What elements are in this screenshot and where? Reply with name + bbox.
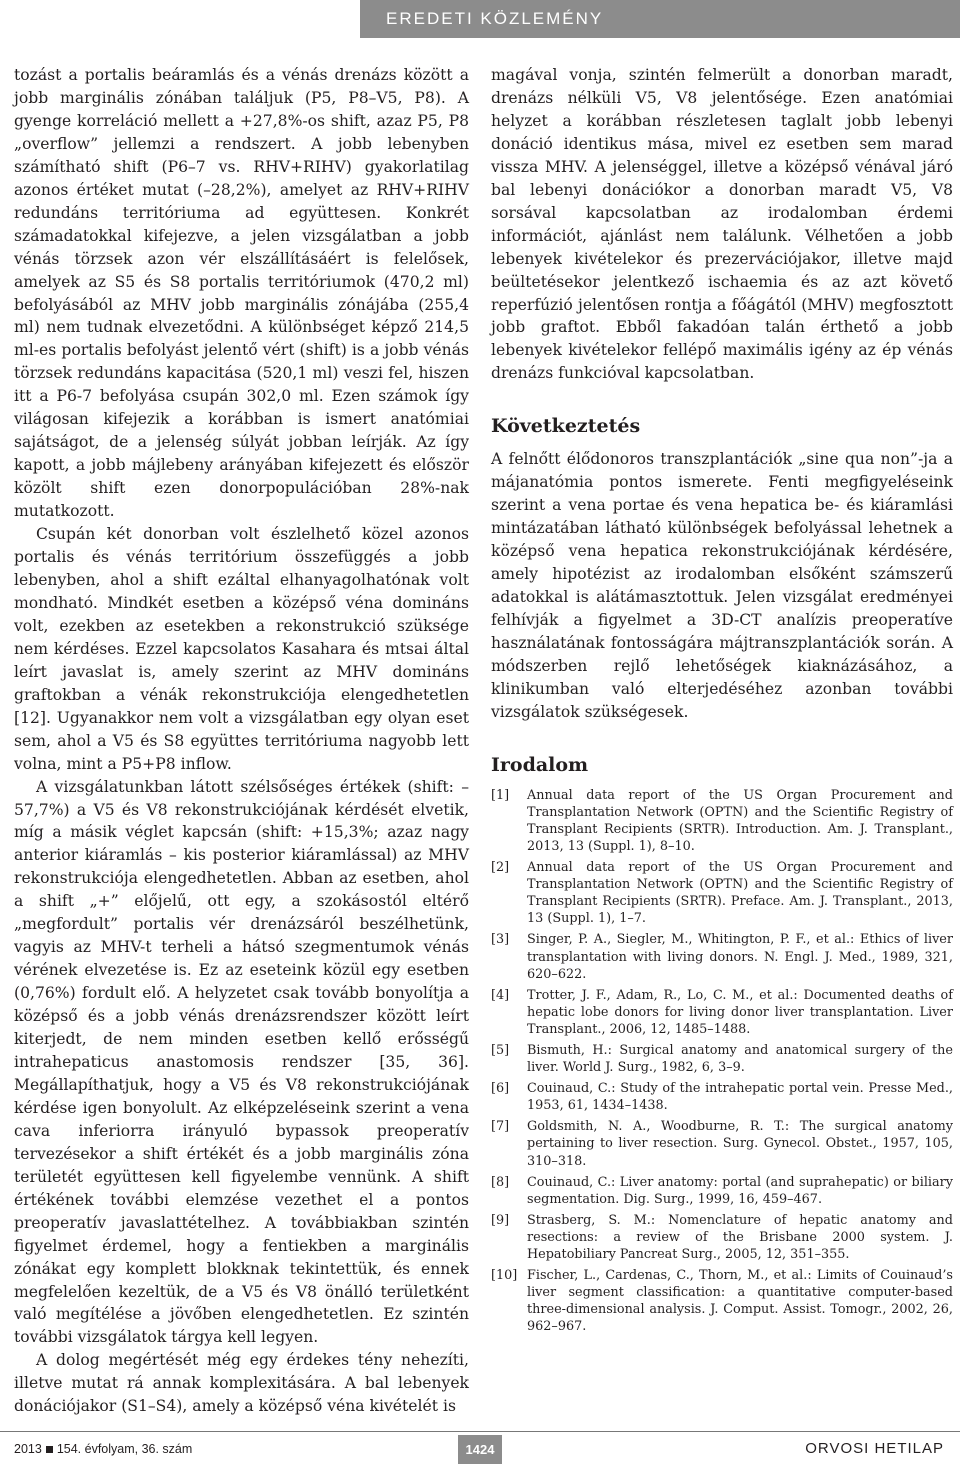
reference-text: Singer, P. A., Siegler, M., Whitington, P. F., et al.: Ethics of liver transplantation with living donors. N. Engl. J. Med., 1989, 321, 620–622. — [527, 932, 953, 982]
body-paragraph: magával vonja, szintén felmerült a donorban maradt, drenázs nélküli V5, V8 jelentősége. Ezen anatómiai helyzet a korábban részletesen taglalt jobb lebenyi donáció identikus mása, mivel ez esetben sem marad vissza MHV. A jelenséggel, illetve a középső vénával járó bal lebenyi donációkor a donorban maradt V5, V8 sorsával kapcsolatban az irodalomban érdemi információt, ajánlást nem találunk. Vélhetően a jobb lebenyek kivételekor és prezervációjakor, illetve majd beültetésekor jelentkező ischaemia és az azt követő reperfúzió jelentősen rontja a főágától (MHV) megfosztott jobb graftot. Ebből fakadóan talán érthető a jobb lebenyek kivételekor fellépő maximális igény az ép vénás drenázs funkcióval kapcsolatban. — [491, 66, 953, 383]
reference-text: Fischer, L., Cardenas, C., Thorn, M., et al.: Limits of Couinaud’s liver segment classification: a quantitative computer-based three-dimensional analysis. J. Comput. Assist. Tomogr., 2002, 26, 962–967. — [527, 1268, 953, 1335]
conclusion-paragraph: A felnőtt élődonoros transzplantációk „sine qua non”-ja a májanatómia pontos ismerete. Fenti megfigyeléseink szerint a vena portae és vena hepatica be- és kiáramlási mintázatában látható különbségek befolyással lehetnek a középső vena hepatica rekonstrukciójának kérdésére, amely hipotézist az irodalomban elsőként számszerű adatokkal is alátámasztottuk. Jelen vizsgálat eredményei felhívják a figyelmet a 3D-CT analízis preoperatíve használatának fontosságára májtranszplantációk során. A módszerben rejlő lehetőségek kiaknázásához, a klinikumban való elterjedéséhez azonban további vizsgálatok szükségesek. — [491, 450, 953, 721]
reference-item — [491, 987, 953, 1038]
reference-text: Couinaud, C.: Liver anatomy: portal (and suprahepatic) or biliary segmentation. Dig. Surg., 1999, 16, 459–467. — [527, 1174, 953, 1207]
section-label: EREDETI KÖZLEMÉNY — [386, 9, 604, 28]
square-bullet-icon — [46, 1446, 53, 1453]
reference-text: Trotter, J. F., Adam, R., Lo, C. M., et al.: Documented deaths of hepatic lobe donors for living donor liver transplantation. Liver Transplant., 2006, 12, 1485–1488. — [527, 987, 953, 1037]
reference-number: [9] — [491, 1212, 510, 1228]
reference-item — [491, 787, 953, 855]
reference-item — [491, 1080, 953, 1114]
reference-text: Goldsmith, N. A., Woodburne, R. T.: The surgical anatomy pertaining to liver resection. Surg. Gynecol. Obstet., 1957, 105, 310–318. — [527, 1119, 953, 1169]
footer-rule — [0, 1431, 960, 1432]
reference-item — [491, 1118, 953, 1169]
reference-item — [491, 931, 953, 982]
footer-issue: 154. évfolyam, 36. szám — [56, 1442, 193, 1456]
references-heading: Irodalom — [491, 753, 589, 776]
reference-text: Annual data report of the US Organ Procurement and Transplantation Network (OPTN) and the Scientific Registry of Transplant Recipients (SRTR). Preface. Am. J. Transplant., 2013, 13 (Suppl. 1), 1–7. — [527, 860, 953, 927]
reference-number: [1] — [491, 787, 510, 803]
conclusion-heading: Következtetés — [491, 415, 641, 438]
reference-number: [7] — [491, 1119, 510, 1135]
reference-item — [491, 1267, 953, 1335]
body-paragraph: A vizsgálatunkban látott szélsőséges értékek (shift: –57,7%) a V5 és V8 rekonstrukciójának kérdését elvetik, míg a másik véglet kapcsán (shift: +15,3%; azaz nagy anterior kiáramlás – kis posterior kiáramlással) az MHV rekonstrukciója elengedhetetlen. Abban az esetben, ahol a shift „+” előjelű, ott egy, a szokásostól eltérő „megfordult” portalis vér drenázsáról beszélhetünk, vagyis az MHV-t terheli a hátsó szegmentumok vénás vérének elvezetése is. Ez az eseteink közül egy esetben (0,76%) fordult elő. A helyzetet csak tovább bonyolítja a középső és a jobb vénás drenázsrendszer között leírt kiterjedt, de nem minden esetben kellő erősségű intrahepaticus anastomosis rendszer [35, 36]. Megállapíthatjuk, hogy a V5 és V8 rekonstrukciójának kérdése igen bonyolult. Az elképzeléseink szerint a vena cava inferiorra irányuló bypassok preoperatív tervezésekor a shift értékét és a jobb marginális zóna területét együttesen kell figyelembe vennünk. A shift értékének további elemzése vezethet el a pontos preoperatív javaslattételhez. A továbbiakban szintén figyelmet érdemel, hogy a fentiekben a marginális zónákat egy komplett blokknak tekintettük, és ennek megfelelően kezeltük, de a V5 és V8 önálló területként való megítélése a jövőben elengedhetetlen. Ez szintén további vizsgálatok tárgya kell legyen. — [14, 777, 469, 1347]
page-number: 1424 — [458, 1435, 502, 1464]
reference-text: Annual data report of the US Organ Procurement and Transplantation Network (OPTN) and the Scientific Registry of Transplant Recipients (SRTR). Introduction. Am. J. Transplant., 2013, 13 (Suppl. 1), 8–10. — [527, 787, 953, 854]
journal-name: ORVOSI HETILAP — [805, 1440, 944, 1457]
body-paragraph: A dolog megértését még egy érdekes tény nehezíti, illetve mutat rá annak komplexitására. A bal lebenyek donációjakor (S1–S4), amely a középső véna kivételét is — [14, 1351, 469, 1416]
reference-number: [2] — [491, 860, 510, 876]
footer-year: 2013 — [14, 1442, 42, 1456]
reference-item — [491, 1174, 953, 1208]
reference-item — [491, 859, 953, 927]
reference-number: [4] — [491, 987, 510, 1003]
left-column — [14, 64, 469, 1418]
reference-item — [491, 1042, 953, 1076]
reference-text: Bismuth, H.: Surgical anatomy and anatomical surgery of the liver. World J. Surg., 1982, 6, 3–9. — [527, 1043, 953, 1076]
reference-number: [5] — [491, 1043, 510, 1058]
reference-item — [491, 1212, 953, 1263]
body-paragraph: Csupán két donorban volt észlelhető közel azonos portalis és vénás territórium összefüggés a jobb lebenyben, ahol a shift ezáltal elhanyagolhatónak volt mondható. Mindkét esetben a középső véna domináns volt, ezekben az esetekben a rekonstrukció szüksége nem kérdéses. Ezzel kapcsolatos Kasahara és mtsai által leírt javaslat is, amely szerint az MHV domináns graftokban a vénák rekonstrukciója elengedhetetlen [12]. Ugyanakkor nem volt a vizsgálatban egy olyan eset sem, ahol a V5 és S8 együttes territóriuma nagyobb lett volna, mint a P5+P8 inflow. — [14, 525, 469, 773]
reference-number: [8] — [491, 1174, 510, 1190]
reference-number: [6] — [491, 1081, 510, 1097]
reference-text: Couinaud, C.: Study of the intrahepatic portal vein. Presse Med., 1953, 61, 1434–1438. — [527, 1081, 953, 1114]
reference-number: [3] — [491, 932, 510, 948]
footer-issue-info — [14, 1442, 192, 1456]
reference-list — [491, 787, 953, 1336]
body-paragraph: tozást a portalis beáramlás és a vénás drenázs között a jobb marginális zónában találjuk (P5, P8–V5, P8). A gyenge korreláció mellett a +27,8%-os shift, azaz P5, P8 „overflow” jellemzi a rendszert. A jobb lebenyben számítható shift (P6–7 vs. RHV+RIHV) gyakorlatilag azonos értéket mutat (–28,2%), amelyet az RHV+RIHV redundáns territóriuma ad együttesen. Konkrét számadatokkal kifejezve, a jelen vizsgálatban a jobb vénás törzsek azon vér elszállításáért is felelősek, amelyek az S5 és S8 portalis territóriumok (470,2 ml) befolyásából az MHV jobb marginális zónájába (255,4 ml) nem tudnak elvezetődni. A különbséget képző 214,5 ml-es portalis befolyást jelentő vért (shift) is a jobb vénás törzsek redundáns kapacitása (520,1 ml) veszi fel, hiszen itt a P6-7 befolyása csupán 302,0 ml. Ezen számok így világosan kifejezik a korábban is ismert anatómiai sajátságot, de a jelenség súlyát jobban leírják. Az így kapott, a jobb májlebeny arányában kifejezett és először közölt shift ezen donorpopulációban 28%-nak mutatkozott. — [14, 66, 469, 521]
reference-number: [10] — [491, 1268, 518, 1284]
reference-text: Strasberg, S. M.: Nomenclature of hepatic anatomy and resections: a review of the Brisbane 2000 system. J. Hepatobiliary Pancreat Surg., 2005, 12, 351–355. — [527, 1212, 953, 1263]
right-column — [491, 64, 953, 1340]
